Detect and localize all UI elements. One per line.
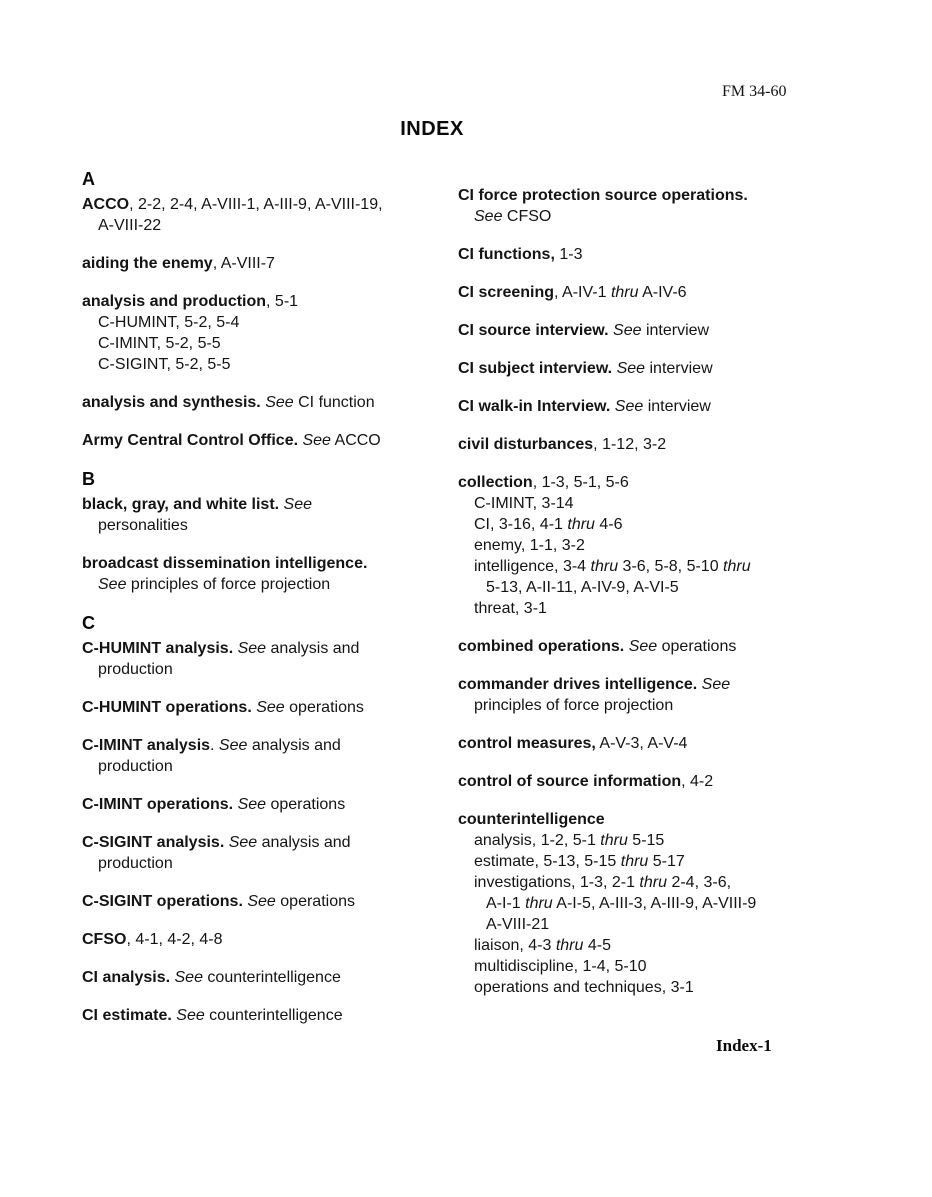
section-letter: A	[82, 169, 95, 189]
cross-reference-keyword: thru	[620, 853, 649, 870]
index-entry	[82, 929, 416, 950]
index-term: C-IMINT analysis	[82, 737, 211, 754]
index-entry-main	[82, 194, 416, 236]
index-entry	[458, 771, 864, 792]
index-subentry	[474, 956, 864, 977]
index-entry	[82, 891, 416, 912]
index-page-refs: ACCO	[330, 432, 381, 449]
index-entry	[458, 733, 864, 754]
index-entry	[82, 494, 416, 536]
index-entry-main	[82, 891, 416, 912]
index-page-refs: C-HUMINT, 5-2, 5-4	[98, 314, 240, 331]
page-number: Index-1	[716, 1036, 772, 1055]
index-entry	[458, 358, 864, 379]
index-page-refs: production	[98, 855, 173, 872]
index-page-refs: 5-13, A-II-11, A-IV-9, A-VI-5	[486, 579, 679, 596]
index-term: ACCO	[82, 196, 130, 213]
index-entry	[82, 392, 416, 413]
index-entry-main	[82, 291, 416, 312]
index-entry-main	[458, 733, 864, 754]
page-title: INDEX	[400, 118, 464, 140]
index-page-refs: C-IMINT, 5-2, 5-5	[98, 335, 221, 352]
index-entry-main	[458, 282, 864, 303]
index-columns	[82, 168, 864, 1043]
index-page-refs: threat, 3-1	[474, 600, 547, 617]
index-page-refs: operations	[657, 638, 737, 655]
index-page-refs: A-VIII-22	[98, 217, 162, 234]
index-page-refs: counterintelligence	[202, 969, 341, 986]
index-entry	[82, 194, 416, 236]
index-entry-main	[82, 929, 416, 950]
index-term: black, gray, and white list.	[82, 496, 280, 513]
index-page-refs: A-I-1	[486, 895, 526, 912]
index-term: broadcast dissemination intelligence.	[82, 555, 368, 572]
cross-reference-keyword: See	[237, 640, 267, 657]
index-page-refs: C-SIGINT, 5-2, 5-5	[98, 356, 231, 373]
index-page-refs: , 5-1	[266, 293, 299, 310]
index-subentry	[98, 312, 416, 333]
index-term: CI screening	[458, 284, 555, 301]
cross-reference-keyword: See	[247, 893, 276, 910]
index-term: CI analysis.	[82, 969, 171, 986]
index-page-refs: 5-15	[627, 832, 665, 849]
index-page-refs: A-V-3, A-V-4	[595, 735, 688, 752]
index-page-refs: principles of force projection	[126, 576, 331, 593]
cross-reference-keyword: See	[98, 576, 127, 593]
index-subentry	[474, 535, 864, 556]
index-subentry	[474, 493, 864, 514]
index-entry	[82, 967, 416, 988]
index-entry-main	[82, 392, 416, 413]
index-page-refs: CI function	[293, 394, 375, 411]
column-right	[458, 168, 864, 1043]
index-entry	[82, 291, 416, 375]
index-entry	[458, 244, 864, 265]
index-page-refs: operations	[266, 796, 346, 813]
index-entry	[82, 735, 416, 777]
index-page-refs: analysis and	[257, 834, 351, 851]
cross-reference-keyword: See	[614, 398, 644, 415]
index-entry-main	[458, 185, 864, 227]
cross-reference-keyword: thru	[610, 284, 639, 301]
index-page-refs: analysis, 1-2, 5-1	[474, 832, 601, 849]
index-page-refs: enemy, 1-1, 3-2	[474, 537, 585, 554]
index-page-refs: , A-IV-1	[554, 284, 611, 301]
index-page-refs: principles of force projection	[474, 697, 674, 714]
cross-reference-keyword: thru	[639, 874, 667, 891]
index-entry	[82, 794, 416, 815]
index-subentry	[474, 851, 864, 872]
index-subentry	[98, 354, 416, 375]
cross-reference-keyword: See	[228, 834, 258, 851]
index-subentry	[474, 598, 864, 619]
index-entry-main	[82, 1005, 416, 1026]
index-page-refs: A-I-5, A-III-3, A-III-9, A-VIII-9	[552, 895, 757, 912]
index-entry	[82, 253, 416, 274]
index-term: CI estimate.	[82, 1007, 172, 1024]
index-subentry	[474, 830, 864, 851]
index-term: CI functions,	[458, 246, 555, 263]
index-page-refs: C-IMINT, 3-14	[474, 495, 574, 512]
index-term: CI walk-in Interview.	[458, 398, 611, 415]
index-entry-main	[458, 358, 864, 379]
index-entry-main	[82, 638, 416, 680]
index-page-refs: 1-3	[554, 246, 583, 263]
index-entry	[458, 185, 864, 227]
index-page-refs: , A-VIII-7	[212, 255, 275, 272]
index-page-refs: 5-17	[648, 853, 685, 870]
index-subentry	[474, 872, 864, 935]
index-entry	[82, 638, 416, 680]
index-page-refs: CFSO	[502, 208, 552, 225]
index-page-refs: investigations, 1-3, 2-1	[474, 874, 640, 891]
cross-reference-keyword: See	[283, 496, 313, 513]
index-page-refs: liaison, 4-3	[474, 937, 556, 954]
index-entry	[458, 809, 864, 998]
index-page-refs: estimate, 5-13, 5-15	[474, 853, 621, 870]
index-page-refs: intelligence, 3-4	[474, 558, 591, 575]
index-entry-main	[458, 636, 864, 657]
index-term: control of source information	[458, 773, 682, 790]
index-entry-main	[458, 244, 864, 265]
section-letter: B	[82, 469, 95, 489]
index-entry	[458, 472, 864, 619]
cross-reference-keyword: See	[176, 1007, 205, 1024]
cross-reference-keyword: See	[613, 322, 642, 339]
index-entry	[458, 434, 864, 455]
index-page-refs: 4-5	[583, 937, 611, 954]
index-term: C-IMINT operations.	[82, 796, 234, 813]
index-page-refs: analysis and	[266, 640, 360, 657]
cross-reference-keyword: thru	[590, 558, 619, 575]
index-term: analysis and production	[82, 293, 267, 310]
index-term: CI source interview.	[458, 322, 609, 339]
index-entry	[458, 320, 864, 341]
cross-reference-keyword: thru	[555, 937, 584, 954]
index-page-refs: 4-6	[594, 516, 623, 533]
index-subentry	[474, 514, 864, 535]
index-entry-main	[458, 396, 864, 417]
cross-reference-keyword: See	[302, 432, 331, 449]
index-entry-main	[458, 434, 864, 455]
index-entry-main	[82, 832, 416, 874]
index-page-refs: personalities	[98, 517, 188, 534]
index-page-refs: interview	[645, 360, 713, 377]
index-term: C-SIGINT operations.	[82, 893, 243, 910]
index-subentry	[474, 556, 864, 598]
index-entry-main	[82, 430, 416, 451]
index-entry	[82, 430, 416, 451]
index-page-refs: 3-6, 5-8, 5-10	[618, 558, 724, 575]
index-page-refs: multidiscipline, 1-4, 5-10	[474, 958, 647, 975]
index-page-refs: , 4-2	[681, 773, 714, 790]
index-entry-main	[458, 674, 864, 716]
index-page-refs: , 1-3, 5-1, 5-6	[532, 474, 629, 491]
index-entry	[82, 553, 416, 595]
index-page-refs: analysis and	[247, 737, 341, 754]
index-page-refs: A-VIII-21	[486, 916, 550, 933]
index-term: civil disturbances	[458, 436, 594, 453]
index-entry	[458, 674, 864, 716]
index-term: CI subject interview.	[458, 360, 613, 377]
index-entry	[458, 396, 864, 417]
index-page-refs: A-IV-6	[638, 284, 687, 301]
column-left	[82, 168, 416, 1043]
index-page-refs: operations	[284, 699, 364, 716]
index-subentry	[474, 977, 864, 998]
index-page-refs: operations	[275, 893, 355, 910]
cross-reference-keyword: See	[616, 360, 646, 377]
index-term: C-HUMINT analysis.	[82, 640, 234, 657]
cross-reference-keyword: See	[237, 796, 267, 813]
section-letter: C	[82, 613, 95, 633]
index-term: combined operations.	[458, 638, 625, 655]
index-page-refs: CI, 3-16, 4-1	[474, 516, 568, 533]
document-reference: FM 34-60	[722, 83, 787, 100]
cross-reference-keyword: See	[628, 638, 658, 655]
index-subentry	[98, 333, 416, 354]
cross-reference-keyword: See	[265, 394, 294, 411]
index-entry	[82, 832, 416, 874]
index-entry-main	[82, 794, 416, 815]
index-term: CI force protection source operations.	[458, 187, 748, 204]
cross-reference-keyword: See	[474, 208, 503, 225]
index-term: CFSO	[82, 931, 127, 948]
cross-reference-keyword: thru	[567, 516, 595, 533]
index-page-refs: counterintelligence	[204, 1007, 343, 1024]
index-term: C-SIGINT analysis.	[82, 834, 225, 851]
index-term: analysis and synthesis.	[82, 394, 261, 411]
index-page-refs: production	[98, 758, 173, 775]
cross-reference-keyword: thru	[600, 832, 628, 849]
index-entry-main	[82, 697, 416, 718]
index-entry-main	[82, 735, 416, 777]
index-page-refs: , 4-1, 4-2, 4-8	[126, 931, 223, 948]
index-entry-main	[458, 809, 864, 830]
cross-reference-keyword: See	[218, 737, 248, 754]
index-entry	[82, 1005, 416, 1026]
index-term: Army Central Control Office.	[82, 432, 299, 449]
index-page-refs: interview	[641, 322, 710, 339]
index-entry-main	[458, 771, 864, 792]
index-page-refs: 2-4, 3-6,	[667, 874, 732, 891]
cross-reference-keyword: See	[174, 969, 203, 986]
cross-reference-keyword: thru	[525, 895, 553, 912]
index-page-refs: production	[98, 661, 173, 678]
index-entry-main	[82, 553, 416, 595]
index-entry	[82, 697, 416, 718]
index-page-refs: interview	[643, 398, 711, 415]
cross-reference-keyword: thru	[723, 558, 751, 575]
index-term: C-HUMINT operations.	[82, 699, 252, 716]
index-entry-main	[82, 967, 416, 988]
index-term: aiding the enemy	[82, 255, 213, 272]
index-term: counterintelligence	[458, 811, 605, 828]
index-page-refs: , 1-12, 3-2	[593, 436, 667, 453]
index-entry-main	[458, 472, 864, 493]
index-entry-main	[82, 494, 416, 536]
index-term: commander drives intelligence.	[458, 676, 698, 693]
index-page-refs: , 2-2, 2-4, A-VIII-1, A-III-9, A-VIII-19,	[129, 196, 383, 213]
index-page-refs: operations and techniques, 3-1	[474, 979, 694, 996]
index-entry	[458, 636, 864, 657]
index-term: control measures,	[458, 735, 596, 752]
cross-reference-keyword: See	[701, 676, 731, 693]
index-subentry	[474, 935, 864, 956]
index-term: collection	[458, 474, 533, 491]
index-entry	[458, 282, 864, 303]
index-entry-main	[82, 253, 416, 274]
index-page-refs: .	[210, 737, 219, 754]
cross-reference-keyword: See	[256, 699, 285, 716]
index-entry-main	[458, 320, 864, 341]
